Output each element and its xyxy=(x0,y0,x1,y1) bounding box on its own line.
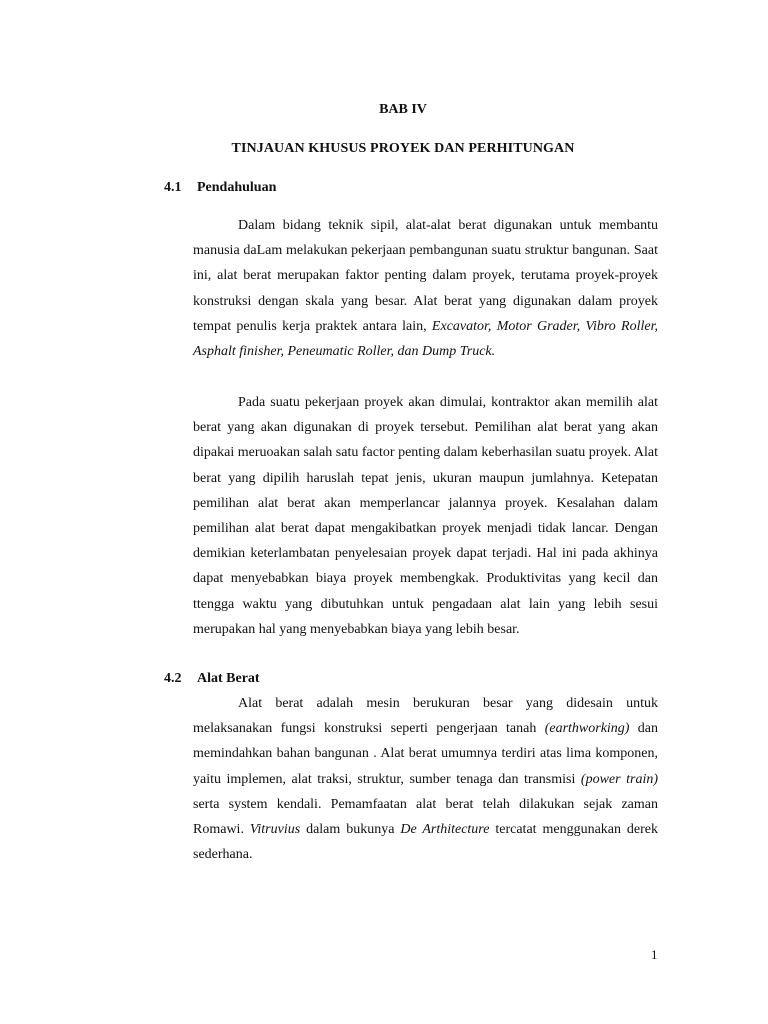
paragraph-italic-text: (power train) xyxy=(580,771,658,787)
section-title: Pendahuluan xyxy=(197,180,277,195)
section-title: Alat Berat xyxy=(197,671,260,686)
paragraph-alat-berat xyxy=(193,691,658,867)
chapter-label: BAB IV xyxy=(379,102,427,117)
section-number: 4.1 xyxy=(164,180,182,195)
paragraph-text: dan memindahkan bahan bangunan . Alat berat umumnya terdiri atas lima komponen, yaitu implemen, alat traksi, struktur, sumber tenaga dan transmisi xyxy=(193,721,658,787)
paragraph-italic-text: (earthworking) xyxy=(544,721,630,737)
paragraph-text: Alat berat adalah mesin berukuran besar yang didesain untuk melaksanakan fungsi konstruksi seperti pengerjaan tanah xyxy=(193,696,658,737)
section-heading-4-2 xyxy=(164,671,260,687)
paragraph-italic-text: Excavator, Motor Grader, Vibro Roller, Asphalt finisher, Peneumatic Roller, dan Dump Truck. xyxy=(193,318,658,360)
paragraph-text: Pada suatu pekerjaan proyek akan dimulai, kontraktor akan memilih alat berat yang akan digunakan di proyek tersebut. Pemilihan alat berat yang akan dipakai meruoakan salah satu factor penting dalam keberhasilan suatu proyek. Alat berat yang dipilih haruslah tepat jenis, ukuran maupun jumlahnya. Ketepatan pemilihan alat berat akan memperlancar jalannya proyek. Kesalahan dalam pemilihan alat berat dapat mengakibatkan proyek menjadi tidak lancar. Dengan demikian keterlambatan penyelesaian proyek dapat terjadi. Hal ini pada akhinya dapat menyebabkan biaya proyek membengkak. Produktivitas yang kecil dan ttengga waktu yang dibutuhkan untuk pengadaan alat lain yang lebih sesui merupakan hal yang menyebabkan biaya yang lebih besar. xyxy=(193,395,658,637)
paragraph-text: serta system kendali. Pemamfaatan alat berat telah dilakukan sejak zaman Romawi. xyxy=(193,796,658,838)
section-number: 4.2 xyxy=(164,671,182,686)
paragraph-italic-text: Vitruvius xyxy=(249,822,301,838)
chapter-title: TINJAUAN KHUSUS PROYEK DAN PERHITUNGAN xyxy=(231,141,575,156)
page-number: 1 xyxy=(651,947,658,962)
section-heading-4-1 xyxy=(164,180,276,196)
paragraph-text: tercatat menggunakan derek sederhana. xyxy=(193,822,659,863)
paragraph-pendahuluan-1 xyxy=(193,213,658,364)
paragraph-text: Dalam bidang teknik sipil, alat-alat berat digunakan untuk membantu manusia daLam melakukan pekerjaan pembangunan suatu struktur bangunan. Saat ini, alat berat merupakan faktor penting dalam proyek, terutama proyek-proyek konstruksi dengan skala yang besar. Alat berat yang digunakan dalam proyek tempat penulis kerja praktek antara lain, xyxy=(193,218,658,334)
paragraph-text: dalam bukunya xyxy=(300,822,401,838)
paragraph-italic-text: De Arthitecture xyxy=(400,822,490,838)
paragraph-pendahuluan-2 xyxy=(193,390,658,642)
